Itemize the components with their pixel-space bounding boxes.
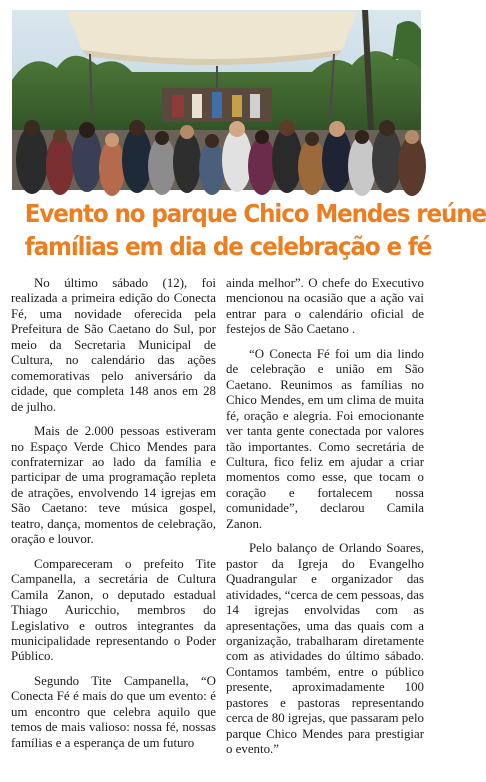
article-paragraph: Mais de 2.000 pessoas estiveram no Espaço Verde Chico Mendes para confraternizar ao lado da família e participar de uma programação repleta de atrações, envolvendo 14 igrejas em São Caetano: teve música gospel, teatro, dança, momentos de celebração, oração e louvor.	[11, 424, 216, 547]
event-photo	[12, 10, 421, 190]
headline-line-2: famílias em dia de celebração e fé	[24, 232, 432, 261]
headline-line-1: Evento no parque Chico Mendes reúne	[24, 199, 486, 228]
article-column-right	[226, 276, 424, 767]
event-photo-illustration	[12, 10, 421, 190]
article-headline	[24, 197, 486, 263]
article-paragraph: “O Conecta Fé foi um dia lindo de celebração e união em São Caetano. Reunimos as famílias no Chico Mendes, em um clima de muita fé, oração e alegria. Foi emocionante ver tanta gente conectada por valores tão importantes. Como secretária de Cultura, fico feliz em ajudar a criar momentos como esse, que tocam o coração e fortalecem nossa comunidade”, declarou Camila Zanon.	[226, 346, 424, 531]
article-paragraph: Pelo balanço de Orlando Soares, pastor da Igreja do Evangelho Quadrangular e organizador das atividades, “cerca de cem pessoas, das 14 igrejas envolvidas com as apresentações, uma das quais com a organização, trabalharam diretamente com as atividades do último sábado. Contamos também, entre o público presente, aproximadamente 100 pastores e pastoras representando cerca de 80 igrejas, que passaram pelo parque Chico Mendes para prestigiar o evento.”	[226, 541, 424, 757]
article-paragraph: Compareceram o prefeito Tite Campanella, a secretária de Cultura Camila Zanon, o deputado estadual Thiago Auricchio, membros do Legislativo e outros integrantes da municipalidade representando o Poder Público.	[11, 556, 216, 664]
article-paragraph: No último sábado (12), foi realizada a primeira edição do Conecta Fé, uma novidade oferecida pela Prefeitura de São Caetano do Sul, por meio da Secretaria Municipal de Cultura, no calendário das ações comemorativas pelo aniversário da cidade, que completa 148 anos em 28 de julho.	[11, 276, 216, 414]
article-paragraph: Segundo Tite Campanella, “O Conecta Fé é mais do que um evento: é um encontro que celebra aquilo que temos de mais valioso: nossa fé, nossas famílias e a esperança de um futuro	[11, 673, 216, 750]
article-paragraph-continued: ainda melhor”. O chefe do Executivo mencionou na ocasião que a ação vai entrar para o calendário oficial de festejos de São Caetano .	[226, 276, 424, 337]
article-column-left	[11, 276, 216, 760]
